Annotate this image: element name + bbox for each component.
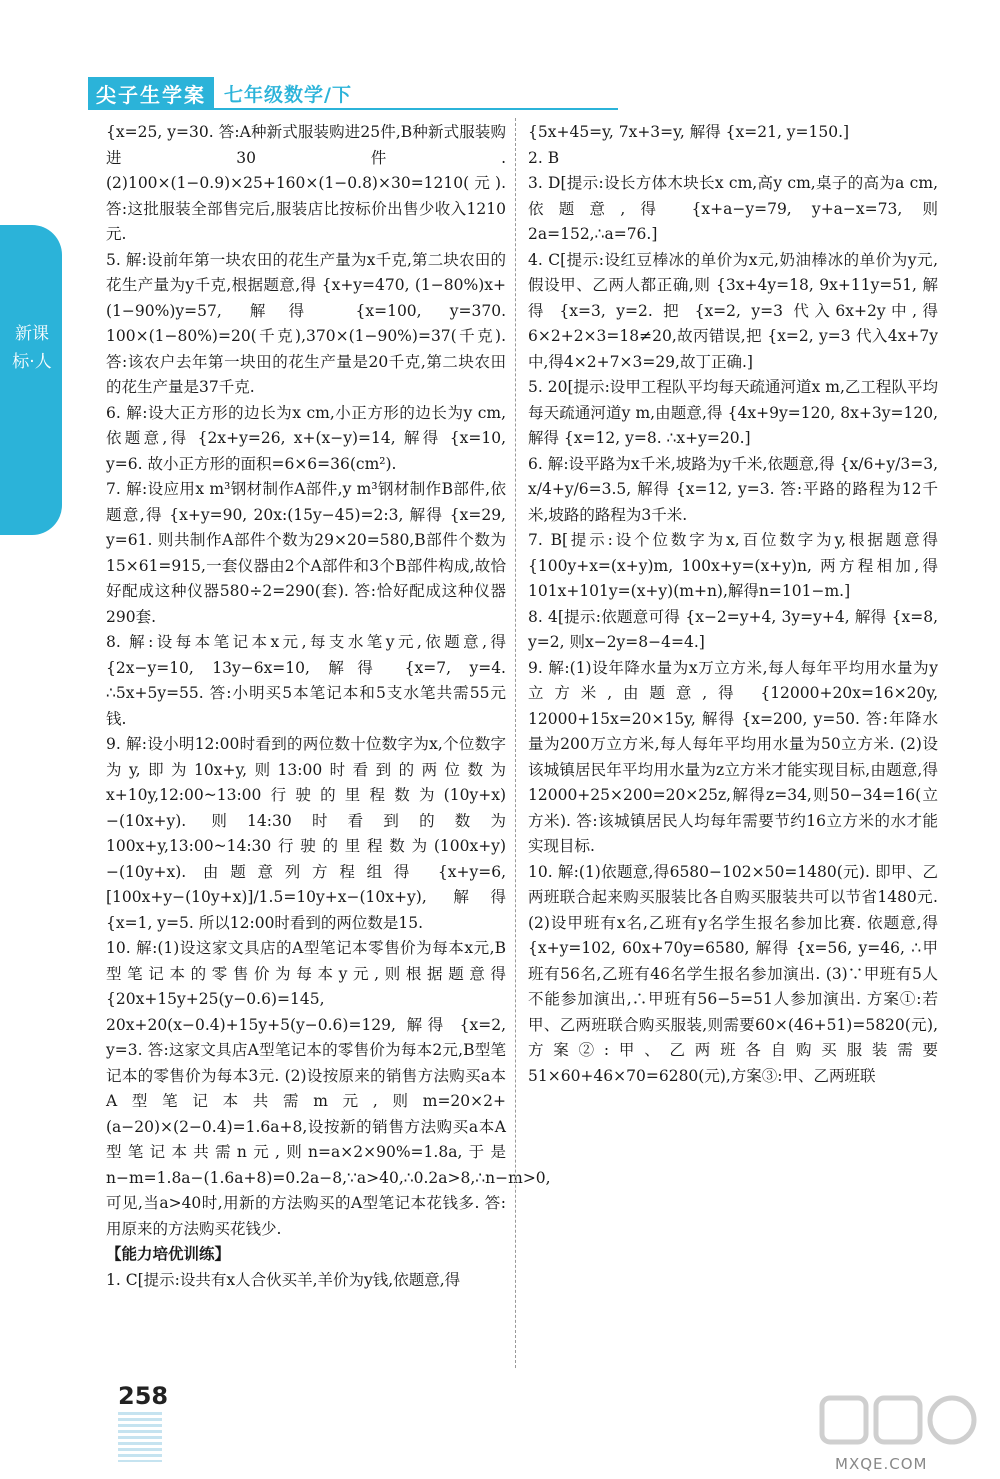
right-column <box>528 120 938 1089</box>
answer-paragraph: 7. B[提示:设个位数字为x,百位数字为y,根据题意得 {100y+x=(x+y)m, 100x+y=(x+y)n, 两方程相加,得101x+101y=(x+y)(m+n),解得n=101−m.] <box>528 531 938 600</box>
answer-paragraph: 5. 解:设前年第一块农田的花生产量为x千克,第二块农田的花生产量为y千克,根据题意,得 {x+y=470, (1−80%)x+(1−90%)y=57, 解得 {x=100, y=370. 100×(1−80%)=20(千克),370×(1−90%)=37(千克). 答:该农户去年第一块田的花生产量是20千克,第二块农田的花生产量是37千克. <box>106 250 506 396</box>
column-divider <box>515 118 516 1368</box>
answer-paragraph: 7. 解:设应用x m³钢材制作A部件,y m³钢材制作B部件,依题意,得 {x+y=90, 20x:(15y−45)=2:3, 解得 {x=29, y=61. 则共制作A部件个数为29×20=580,B部件个数为15×61=915,一套仪器由2个A部件和3个B部件构成,故恰好配成这种仪器580÷2=290(套). 答:恰好配成这种仪器290套. <box>106 480 506 626</box>
answer-paragraph: 9. 解:(1)设年降水量为x万立方米,每人每年平均用水量为y立方米,由题意,得 {12000+20x=16×20y, 12000+15x=20×15y, 解得 {x=200, y=50. 答:年降水量为200万立方米,每人每年平均用水量为50立方米. (2)设该城镇居民年平均用水量为z立方米才能实现目标,由题意,得12000+25×200=20×25z,解得z=34,则50−34=16(立方米). 答:该城镇居民人均每年需要节约16立方米的水才能实现目标. <box>528 658 938 855</box>
answer-paragraph: 10. 解:(1)设这家文具店的A型笔记本零售价为每本x元,B型笔记本的零售价为每本y元,则根据题意得 {20x+15y+25(y−0.6)=145, 20x+20(x−0.4)+15y+5(y−0.6)=129, 解得 {x=2, y=3. 答:这家文具店A型笔记本的零售价为每本2元,B型笔记本的零售价为每本3元. (2)设按原来的销售方法购买a本A型笔记本共需m元,则m=20×2+(a−20)×(2−0.4)=1.6a+8,设按新的销售方法购买a本A型笔记本共需n元,则n=a×2×90%=1.8a,于是n−m=1.8a−(1.6a+8)=0.2a−8,∵a>40,∴0.2a>8,∴n−m>0,可见,当a>40时,用新的方法购买的A型笔记本花钱多. 答:用原来的方法购买花钱少. <box>106 939 551 1238</box>
page-number: 258 <box>118 1382 169 1410</box>
answer-paragraph: 6. 解:设大正方形的边长为x cm,小正方形的边长为y cm,依题意,得 {2x+y=26, x+(x−y)=14, 解得 {x=10, y=6. 故小正方形的面积=6×6=36(cm²). <box>106 403 506 473</box>
answer-paragraph: {x=25, y=30. 答:A种新式服装购进25件,B种新式服装购进30件. (2)100×(1−0.9)×25+160×(1−0.8)×30=1210(元). 答:这批服装全部售完后,服装店比按标价出售少收入1210元. <box>106 123 506 243</box>
page-header <box>88 78 352 108</box>
answer-paragraph: 4. C[提示:设红豆棒冰的单价为x元,奶油棒冰的单价为y元,假设甲、乙两人都正确,则 {3x+4y=18, 9x+11y=51, 解得 {x=3, y=2. 把 {x=2, y=3 代入6x+2y中,得6×2+2×3=18≠20,故丙错误,把 {x=2, y=3 代入4x+7y中,得4×2+7×3=29,故丁正确.] <box>528 250 938 371</box>
subject-title: 七年级数学/下 <box>224 83 352 106</box>
answer-paragraph: 8. 4[提示:依题意可得 {x−2=y+4, 3y=y+4, 解得 {x=8, y=2, 则x−2y=8−4=4.] <box>528 607 938 651</box>
answer-paragraph: 9. 解:设小明12:00时看到的两位数十位数字为x,个位数字为y,即为10x+y,则13:00时看到的两位数为x+10y,12:00~13:00行驶的里程数为(10y+x)−(10x+y). 则14:30时看到的数为100x+y,13:00~14:30行驶的里程数为(100x+y)−(10y+x). 由题意列方程组得 {x+y=6, [100x+y−(10y+x)]/1.5=10y+x−(10x+y), 解得 {x=1, y=5. 所以12:00时看到的两位数是15. <box>106 735 506 932</box>
brand-title: 尖子生学案 <box>88 77 214 110</box>
header-rule <box>88 108 618 110</box>
watermark-text: MXQE.COM <box>835 1455 928 1473</box>
answer-paragraph: 1. C[提示:设共有x人合伙买羊,羊价为y钱,依题意,得 <box>106 1270 461 1289</box>
answer-paragraph: 8. 解:设每本笔记本x元,每支水笔y元,依题意,得 {2x−y=10, 13y−6x=10, 解得 {x=7, y=4. ∴5x+5y=55. 答:小明买5本笔记本和5支水笔共需55元钱. <box>106 633 506 728</box>
answer-paragraph: 6. 解:设平路为x千米,坡路为y千米,依题意,得 {x/6+y/3=3, x/4+y/6=3.5, 解得 {x=12, y=3. 答:平路的路程为12千米,坡路的路程为3千米. <box>528 454 938 524</box>
page-footer-bar <box>118 1412 162 1462</box>
answer-paragraph: 10. 解:(1)依题意,得6580−102×50=1480(元). 即甲、乙两班联合起来购买服装比各自购买服装共可以节省1480元. (2)设甲班有x名,乙班有y名学生报名参加比赛. 依题意,得 {x+y=102, 60x+70y=6580, 解得 {x=56, y=46, ∴甲班有56名,乙班有46名学生报名参加演出. (3)∵甲班有5人不能参加演出,∴甲班有56−5=51人参加演出. 方案①:若甲、乙两班联合购买服装,则需要60×(46+51)=5820(元),方案②:甲、乙两班各自购买服装需要51×60+46×70=6280(元),方案③:甲、乙两班联 <box>528 862 938 1085</box>
section-heading: 【能力培优训练】 <box>106 1245 231 1263</box>
answer-paragraph: {5x+45=y, 7x+3=y, 解得 {x=21, y=150.] <box>528 123 850 141</box>
answer-paragraph: 5. 20[提示:设甲工程队平均每天疏通河道x m,乙工程队平均每天疏通河道y m,由题意,得 {4x+9y=120, 8x+3y=120, 解得 {x=12, y=8. ∴x+y=20.] <box>528 378 938 447</box>
side-tab-label: 新课标·人 <box>12 324 52 372</box>
answer-paragraph: 3. D[提示:设长方体木块长x cm,高y cm,桌子的高为a cm,依题意,得 {x+a−y=79, y+a−x=73, 则2a=152,∴a=76.] <box>528 174 938 243</box>
side-tab <box>0 225 62 535</box>
answer-paragraph: 2. B <box>528 148 560 167</box>
